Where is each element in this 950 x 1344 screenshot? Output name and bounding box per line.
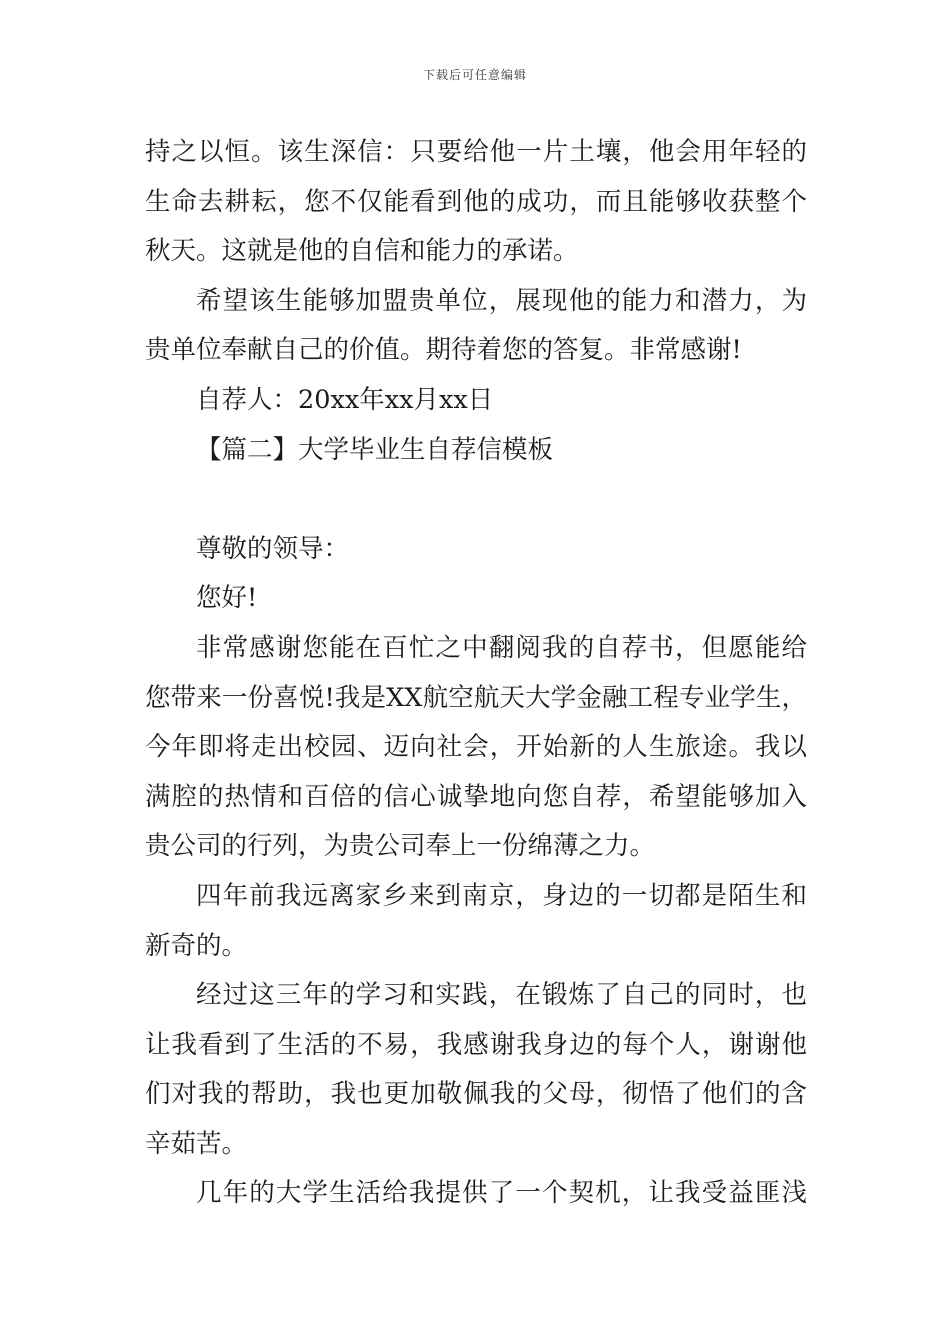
text-line: 秋天。这就是他的自信和能力的承诺。 bbox=[145, 236, 579, 267]
salutation-line: 尊敬的领导： bbox=[196, 533, 350, 564]
paragraph-start-line: 几年的大学生活给我提供了一个契机，让我受益匪浅 bbox=[196, 1178, 807, 1209]
text-line: 新奇的。 bbox=[145, 930, 248, 961]
text-line: 让我看到了生活的不易，我感谢我身边的每个人，谢谢他 bbox=[145, 1029, 807, 1060]
paragraph-start-line: 经过这三年的学习和实践，在锻炼了自己的同时，也 bbox=[196, 980, 807, 1011]
text-line: 辛茹苦。 bbox=[145, 1128, 248, 1159]
text-line: 满腔的热情和百倍的信心诚挚地向您自荐，希望能够加入 bbox=[145, 781, 807, 812]
text-line: 今年即将走出校园、迈向社会，开始新的人生旅途。我以 bbox=[145, 732, 807, 763]
header-note: 下载后可任意编辑 bbox=[422, 68, 527, 82]
text-line: 们对我的帮助，我也更加敬佩我的父母，彻悟了他们的含 bbox=[145, 1079, 807, 1110]
text-line: 持之以恒。该生深信：只要给他一片土壤，他会用年轻的 bbox=[145, 137, 807, 167]
paragraph-start-line: 非常感谢您能在百忙之中翻阅我的自荐书，但愿能给 bbox=[196, 632, 807, 663]
section-heading: 【篇二】大学毕业生自荐信模板 bbox=[196, 434, 554, 465]
text-line: 生命去耕耘，您不仅能看到他的成功，而且能够收获整个 bbox=[145, 186, 807, 217]
greeting-line: 您好! bbox=[196, 583, 258, 614]
text-line: 贵公司的行列，为贵公司奉上一份绵薄之力。 bbox=[145, 831, 656, 862]
blank-line bbox=[145, 475, 807, 525]
paragraph-start-line: 四年前我远离家乡来到南京，身边的一切都是陌生和 bbox=[196, 880, 807, 911]
document-body bbox=[145, 128, 807, 1219]
text-line: 贵单位奉献自己的价值。期待着您的答复。非常感谢! bbox=[145, 335, 742, 366]
paragraph-start-line: 希望该生能够加盟贵单位，展现他的能力和潜力，为 bbox=[196, 285, 807, 316]
text-line: 您带来一份喜悦!我是XX航空航天大学金融工程专业学生， bbox=[145, 682, 807, 713]
signature-line: 自荐人：20xx年xx月xx日 bbox=[196, 384, 494, 415]
